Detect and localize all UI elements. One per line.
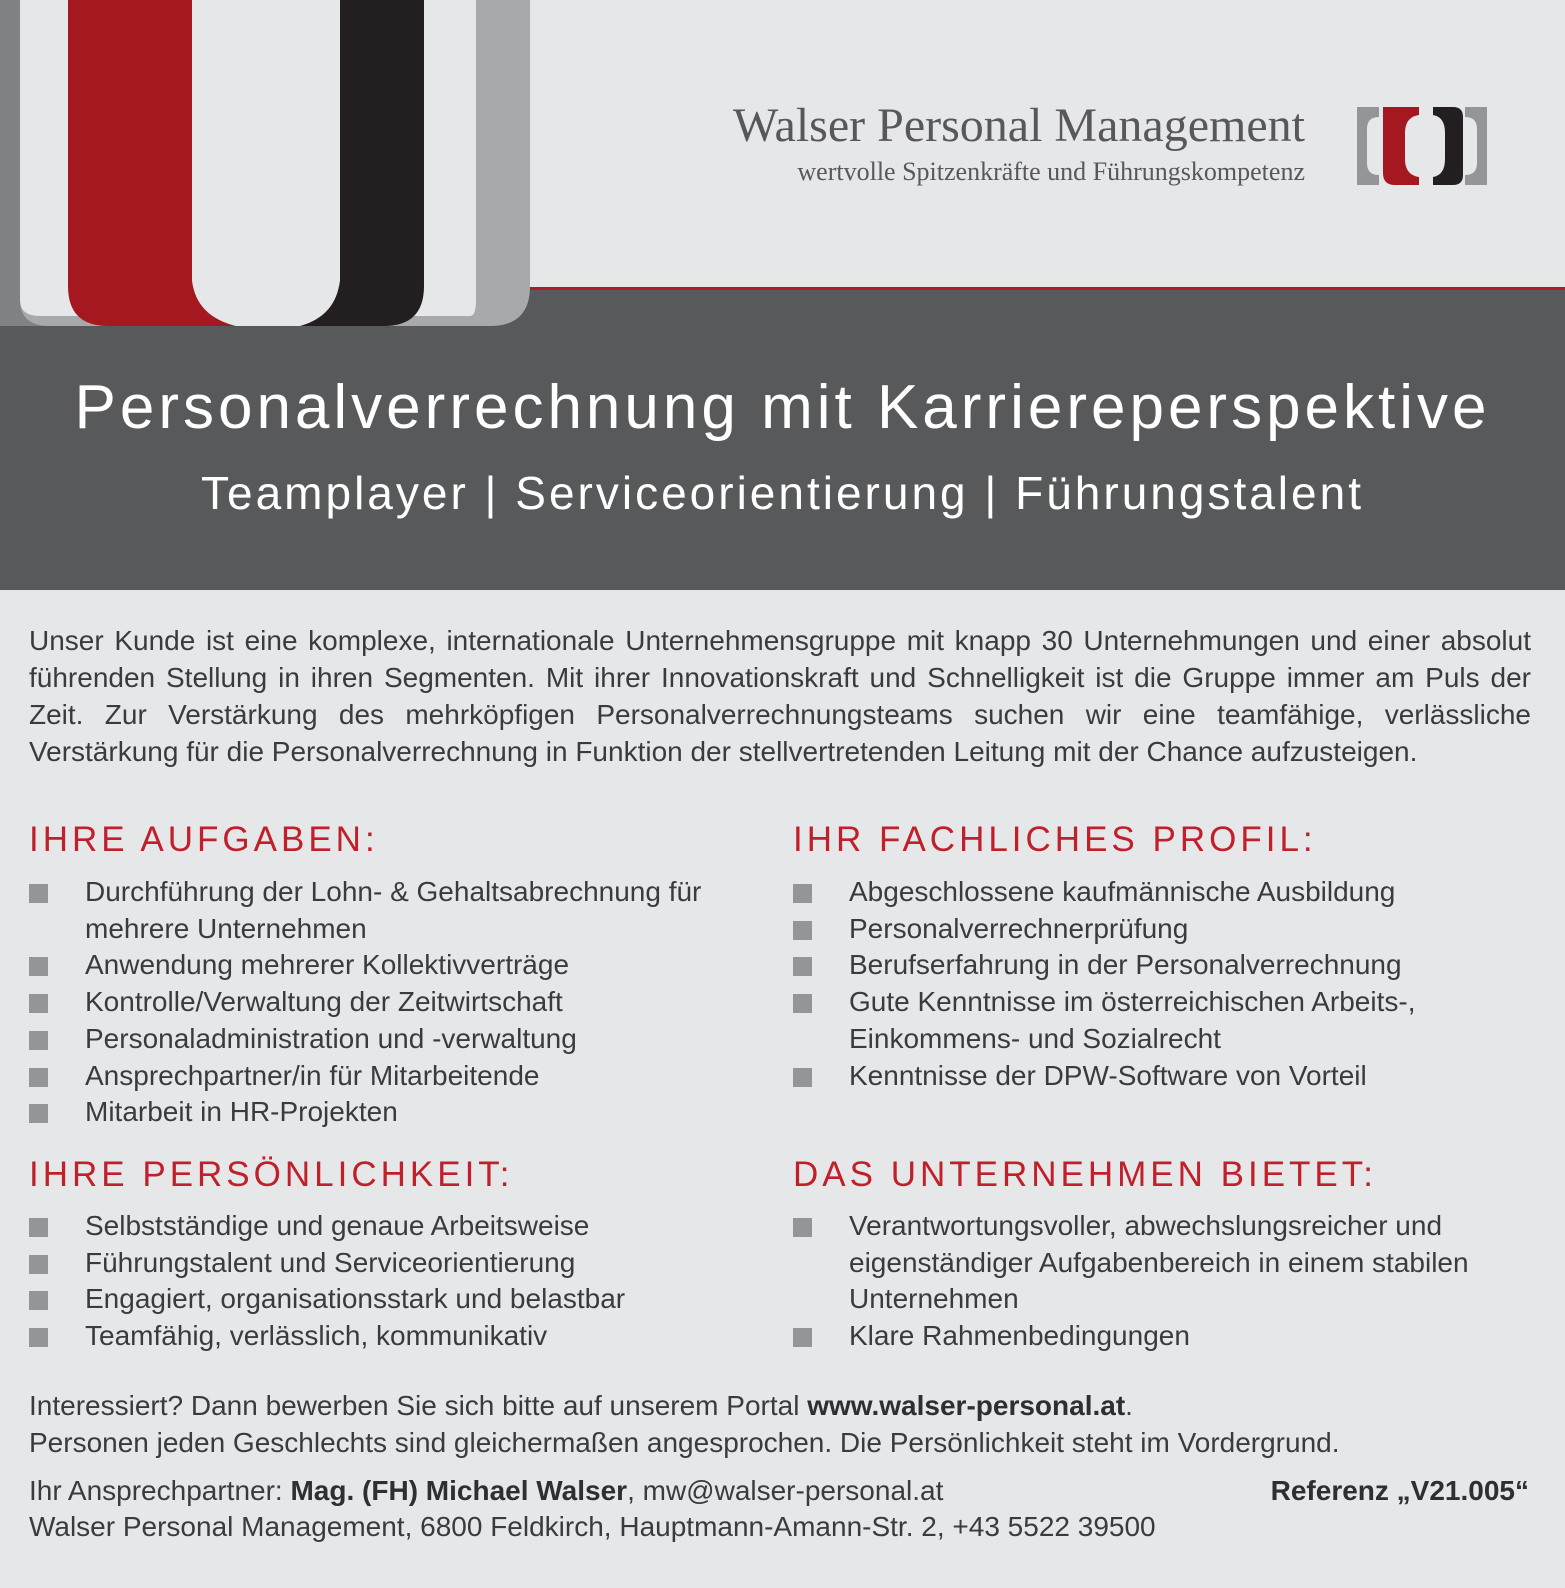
section-title-persoenlichkeit: IHRE PERSÖNLICHKEIT: [29, 1155, 514, 1194]
brand-tagline: wertvolle Spitzenkräfte und Führungskompetenz [797, 157, 1305, 186]
square-bullet-icon [29, 1068, 48, 1087]
list-item: Personaladministration und -verwaltung [29, 1021, 759, 1058]
apply-line: Interessiert? Dann bewerben Sie sich bitte auf unserem Portal www.walser-personal.at. [29, 1390, 1133, 1421]
contact-email-link[interactable]: mw@walser-personal.at [642, 1475, 944, 1506]
section-title-bietet: DAS UNTERNEHMEN BIETET: [793, 1155, 1377, 1194]
square-bullet-icon [793, 1218, 812, 1237]
stripe-ends-graphic [0, 280, 540, 330]
list-item: Anwendung mehrerer Kollektivverträge [29, 947, 759, 984]
square-bullet-icon [29, 884, 48, 903]
list-item: Abgeschlossene kaufmännische Ausbildung [793, 874, 1513, 911]
list-item: Kontrolle/Verwaltung der Zeitwirtschaft [29, 984, 759, 1021]
list-item: Teamfähig, verlässlich, kommunikativ [29, 1318, 759, 1355]
portal-link[interactable]: www.walser-personal.at [807, 1390, 1126, 1421]
square-bullet-icon [29, 957, 48, 976]
company-address: Walser Personal Management, 6800 Feldkirch, Hauptmann-Amann-Str. 2, +43 5522 39500 [29, 1511, 1156, 1542]
brand-block [690, 98, 1305, 188]
square-bullet-icon [29, 1031, 48, 1050]
square-bullet-icon [793, 957, 812, 976]
intro-paragraph: Unser Kunde ist eine komplexe, internationale Unternehmensgruppe mit knapp 30 Unternehmungen und einer absolut führenden Stellung in ihren Segmenten. Mit ihrer Innovationskraft und Schnelligkeit ist die Gruppe immer am Puls der Zeit. Zur Verstärkung des mehrköpfigen Personalverrechnungsteams suchen wir eine teamfähige, verlässliche Verstärkung für die Personalverrechnung in Funktion der stellvertretenden Leitung mit der Chance aufzusteigen. [29, 625, 1531, 767]
list-aufgaben [29, 874, 759, 1131]
list-item: Ansprechpartner/in für Mitarbeitende [29, 1058, 759, 1095]
equality-note: Personen jeden Geschlechts sind gleichermaßen angesprochen. Die Persönlichkeit steht im Vordergrund. [29, 1427, 1340, 1458]
list-item: Verantwortungsvoller, abwechslungsreicher und eigenständiger Aufgabenbereich in einem stabilen Unternehmen [793, 1208, 1493, 1318]
reference-code: Referenz „V21.005“ [1270, 1475, 1529, 1506]
list-item: Gute Kenntnisse im österreichischen Arbeits-, Einkommens- und Sozialrecht [793, 984, 1513, 1057]
section-title-profil: IHR FACHLICHES PROFIL: [793, 820, 1317, 859]
square-bullet-icon [29, 1255, 48, 1274]
square-bullet-icon [29, 994, 48, 1013]
square-bullet-icon [29, 1218, 48, 1237]
brand-name: Walser Personal Management [733, 99, 1305, 152]
square-bullet-icon [29, 1291, 48, 1310]
contact-name: Mag. (FH) Michael Walser [290, 1475, 628, 1506]
list-item: Führungstalent und Serviceorientierung [29, 1245, 759, 1282]
section-title-aufgaben: IHRE AUFGABEN: [29, 820, 379, 859]
square-bullet-icon [793, 921, 812, 940]
list-item: Klare Rahmenbedingungen [793, 1318, 1493, 1355]
list-item: Berufserfahrung in der Personalverrechnung [793, 947, 1513, 984]
list-item: Mitarbeit in HR-Projekten [29, 1094, 759, 1131]
bracket-logo-icon [1353, 103, 1491, 189]
contact-line: Ihr Ansprechpartner: Mag. (FH) Michael Walser, mw@walser-personal.at [29, 1475, 944, 1506]
list-persoenlichkeit [29, 1208, 759, 1355]
square-bullet-icon [29, 1328, 48, 1347]
list-item: Selbstständige und genaue Arbeitsweise [29, 1208, 759, 1245]
list-bietet [793, 1208, 1493, 1355]
list-item: Personalverrechnerprüfung [793, 911, 1513, 948]
square-bullet-icon [793, 994, 812, 1013]
list-item: Durchführung der Lohn- & Gehaltsabrechnung für mehrere Unternehmen [29, 874, 759, 947]
page-title: Personalverrechnung mit Karriereperspektive [74, 373, 1491, 442]
square-bullet-icon [29, 1104, 48, 1123]
list-item: Engagiert, organisationsstark und belastbar [29, 1281, 759, 1318]
list-item: Kenntnisse der DPW-Software von Vorteil [793, 1058, 1513, 1095]
page-subtitle: Teamplayer | Serviceorientierung | Führungstalent [201, 467, 1364, 519]
square-bullet-icon [793, 1328, 812, 1347]
list-profil [793, 874, 1513, 1094]
square-bullet-icon [793, 884, 812, 903]
square-bullet-icon [793, 1068, 812, 1087]
